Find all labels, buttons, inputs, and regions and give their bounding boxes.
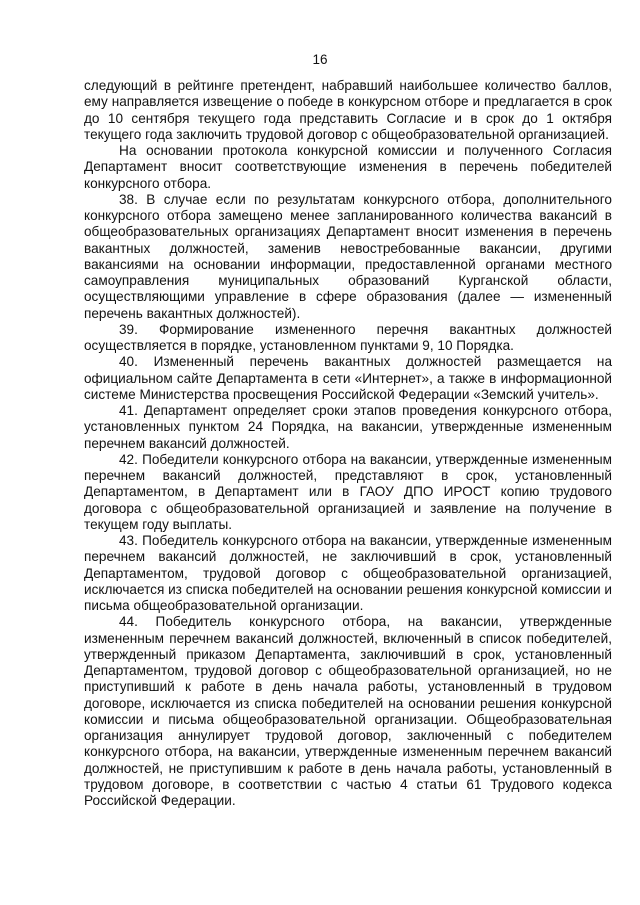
paragraph-protocol: На основании протокола конкурсной комиссии и полученного Согласия Департамент вносит соответствующие изменения в перечень победителей конкурсного отбора. <box>84 143 612 191</box>
paragraph-43: 43. Победитель конкурсного отбора на вакансии, утвержденные измененным перечнем вакансий должностей, не заключивший в срок, установленный Департаментом, трудовой договор с общеобразовательной организацией, исключается из списка победителей на основании решения конкурсной комиссии и письма общеобразовательной организации. <box>84 533 612 613</box>
page-number: 16 <box>312 52 328 67</box>
document-body <box>84 78 612 809</box>
paragraph-39: 39. Формирование измененного перечня вакантных должностей осуществляется в порядке, установленном пунктами 9, 10 Порядка. <box>84 321 612 353</box>
paragraph-41: 41. Департамент определяет сроки этапов проведения конкурсного отбора, установленных пунктом 24 Порядка, на вакансии, утвержденные измененным перечнем вакансий должностей. <box>84 403 612 451</box>
paragraph-42: 42. Победители конкурсного отбора на вакансии, утвержденные измененным перечнем вакансий должностей, представляют в срок, установленный Департаментом, в Департамент или в ГАОУ ДПО ИРОСТ копию трудового договора с общеобразовательной организацией и заявление на получение в текущем году выплаты. <box>84 451 612 532</box>
paragraph-38: 38. В случае если по результатам конкурсного отбора, дополнительного конкурсного отбора замещено менее запланированного количества вакансий в общеобразовательных организациях Департамент вносит изменения в перечень вакантных должностей, заменив невостребованные вакансии, другими вакансиями на основании информации, предоставленной органами местного самоуправления муниципальных образований Курганской области, осуществляющими управление в сфере образования (далее — измененный перечень вакантных должностей). <box>84 191 612 321</box>
paragraph-44: 44. Победитель конкурсного отбора, на вакансии, утвержденные измененным перечнем вакансий должностей, включенный в список победителей, утвержденный приказом Департамента, заключивший в срок, установленный Департаментом, трудовой договор с общеобразовательной организацией, но не приступивший к работе в день начала работы, установленный в трудовом договоре, исключается из списка победителей на основании решения конкурсной комиссии и письма общеобразовательной организации. Общеобразовательная организация аннулирует трудовой договор, заключенный с победителем конкурсного отбора, на вакансии, утвержденные измененным перечнем вакансий должностей, не приступившим к работе в день начала работы, установленный в трудовом договоре, в соответствии с частью 4 статьи 61 Трудового кодекса Российской Федерации. <box>84 614 612 808</box>
paragraph-continuation: следующий в рейтинге претендент, набравший наибольшее количество баллов, ему направляется извещение о победе в конкурсном отборе и предлагается в срок до 10 сентября текущего года представить Согласие и в срок до 1 октября текущего года заключить трудовой договор с общеобразовательной организацией. <box>84 78 612 142</box>
paragraph-40: 40. Измененный перечень вакантных должностей размещается на официальном сайте Департамента в сети «Интернет», а также в информационной системе Министерства просвещения Российской Федерации «Земский учитель». <box>84 354 612 402</box>
